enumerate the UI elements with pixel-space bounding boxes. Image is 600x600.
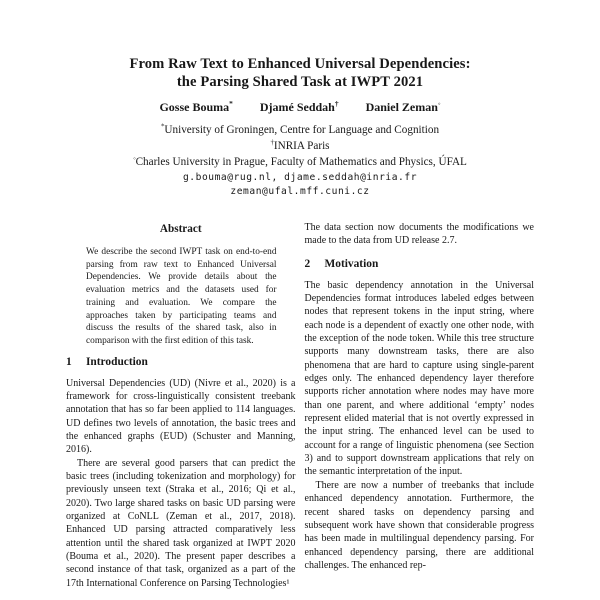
- author-3-mark: ◦: [437, 99, 441, 108]
- section-1-title: Introduction: [86, 355, 148, 368]
- author-1: [159, 100, 232, 114]
- affiliation-1-text: University of Groningen, Centre for Language and Cognition: [164, 124, 440, 136]
- two-column-body: [0, 221, 600, 590]
- section-heading-introduction: [66, 356, 296, 368]
- author-2: [260, 100, 339, 114]
- left-column: [66, 221, 296, 590]
- motivation-paragraph-2: There are now a number of treebanks that include enhanced dependency annotation. Furthermore, the recent shared tasks on dependency parsing and subsequent work have shown that considerable progress has been made in multilingual dependency parsing. For enhanced dependency parsing, there are additional challenges. The enhanced rep-: [304, 479, 534, 571]
- authors-row: [0, 100, 600, 115]
- affiliation-3-text: Charles University in Prague, Faculty of Mathematics and Physics, ÚFAL: [135, 155, 467, 168]
- paper-header: [0, 0, 600, 199]
- affiliation-2-text: INRIA Paris: [273, 139, 330, 152]
- section-heading-motivation: [305, 258, 535, 270]
- author-2-mark: †: [334, 99, 339, 108]
- author-3-name: Daniel Zeman: [365, 100, 438, 114]
- paper-title-line-2: the Parsing Shared Task at IWPT 2021: [176, 73, 424, 90]
- abstract-text: We describe the second IWPT task on end-to-end parsing from raw text to Enhanced Universal Dependencies. We provide details about the evaluation metrics and the datasets used for training and evaluation. We compare the approaches taken by participating teams and discuss the results of the shared task, also in comparison with the first edition of this task.: [86, 246, 277, 346]
- paper-title-line-1: From Raw Text to Enhanced Universal Dependencies:: [129, 56, 471, 72]
- intro-paragraph-2: There are several good parsers that can predict the basic trees (including tokenization and morphology) for previously unseen text (Straka et al., 2016; Qi et al., 2020). Two large shared tasks on basic UD parsing were organized at CoNLL (Zeman et al., 2017, 2018). Enhanced UD parsing attracted comparatively less attention until the shared task organized at IWPT 2020 (Bouma et al., 2020). The present paper describes a second instance of that task, organized as a part of the 17th International Conference on Parsing Technologies¹: [66, 457, 296, 589]
- section-2-number: 2: [304, 257, 311, 270]
- affiliation-line-3: [0, 155, 600, 171]
- motivation-paragraph-1: The basic dependency annotation in the Universal Dependencies format introduces labeled edges between nodes that represent tokens in the input string, where each node is a dependent of exactly one other node, with the exception of the node token. While this tree structure supports many downstream tasks, there are also phenomena that are hard to capture using single-parent edges only. The enhanced dependency layer therefore supports richer annotation where nodes may have more than one parent, and where additional ‘empty’ nodes represent elided material that is not overtly expressed in the input string. The enhanced level can be used to account for a range of linguistic phenomena (see Section 3) and to support downstream applications that rely on the semantic interpretation of the input.: [304, 279, 534, 478]
- author-1-mark: *: [229, 99, 233, 108]
- right-column: [305, 221, 535, 590]
- emails-block: [0, 171, 600, 199]
- continuation-paragraph: The data section now documents the modifications we made to the data from UD release 2.7.: [304, 221, 534, 247]
- author-1-name: Gosse Bouma: [159, 100, 230, 114]
- section-1-number: 1: [66, 355, 72, 368]
- intro-paragraph-1: Universal Dependencies (UD) (Nivre et al., 2020) is a framework for cross-linguistically consistent treebank annotation that has so far been applied to 114 languages. UD defines two levels of annotation, the basic trees and the enhanced graphs (EUD) (Schuster and Manning, 2016).: [66, 377, 296, 456]
- abstract-heading: Abstract: [159, 222, 202, 235]
- affiliation-line-1: [0, 123, 600, 139]
- affiliation-1-mark: *: [160, 122, 165, 131]
- paper-title: [0, 56, 600, 91]
- author-3: [366, 100, 441, 114]
- section-2-title: Motivation: [324, 257, 379, 270]
- email-line-1: g.bouma@rug.nl, djame.seddah@inria.fr: [182, 172, 418, 184]
- email-line-2: zeman@ufal.mff.cuni.cz: [230, 186, 370, 198]
- affiliation-2-mark: †: [270, 138, 274, 147]
- affiliations-block: [0, 123, 600, 170]
- affiliation-line-2: [0, 139, 600, 155]
- affiliation-3-mark: ◦: [133, 153, 136, 162]
- author-2-name: Djamé Seddah: [259, 100, 335, 114]
